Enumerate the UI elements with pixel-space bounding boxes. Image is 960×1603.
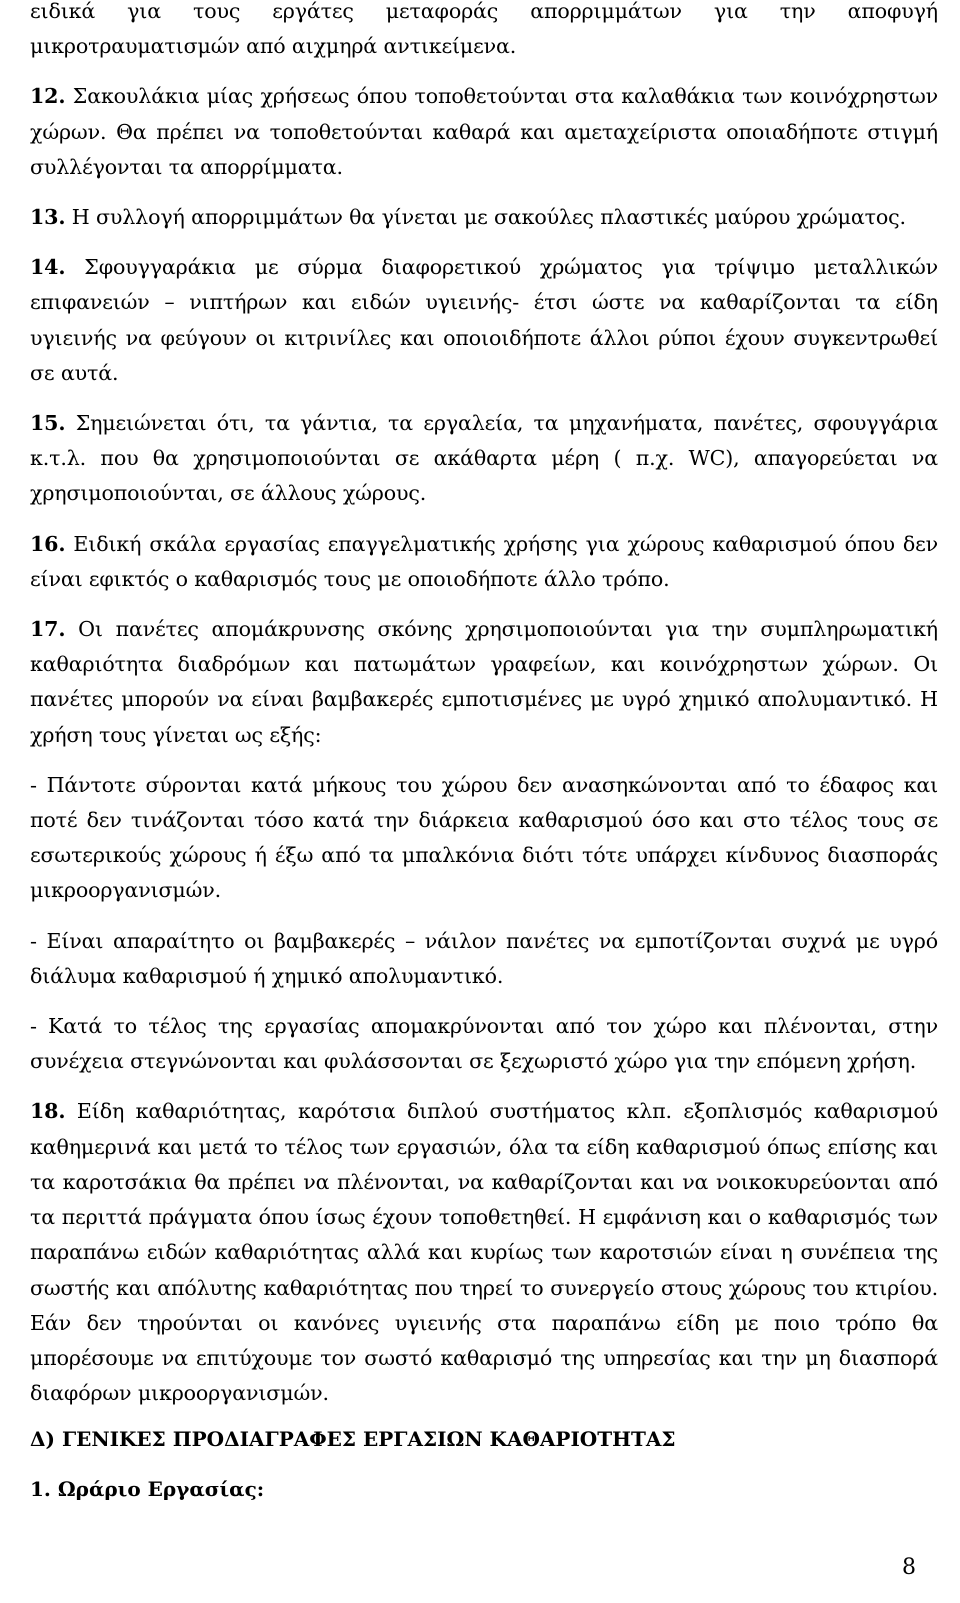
item-number: 13.	[30, 205, 66, 230]
item-text: Η συλλογή απορριμμάτων θα γίνεται με σακούλες πλαστικές μαύρου χρώματος.	[65, 205, 906, 230]
dash-item-text: - Κατά το τέλος της εργασίας απομακρύνονται από τον χώρο και πλένονται, στην συνέχεια στεγνώνονται και φυλάσσονται σε ξεχωριστό χώρο για την επόμενη χρήση.	[30, 1014, 938, 1074]
dash-item-soaking	[30, 924, 938, 994]
item-text: Σφουγγαράκια με σύρμα διαφορετικού χρώματος για τρίψιμο μεταλλικών επιφανειών – νιπτήρων και ειδών υγιεινής- έτσι ώστε να καθαρίζονται τα είδη υγιεινής να φεύγουν οι κιτρινίλες και οποιοιδήποτε άλλοι ρύποι έχουν συγκεντρωθεί σε αυτά.	[30, 255, 938, 385]
list-item-12	[30, 79, 938, 185]
list-item-14	[30, 250, 938, 391]
dash-item-dragging	[30, 768, 938, 909]
item-number: 17.	[30, 617, 66, 642]
paragraph-continuation	[30, 0, 938, 64]
list-item-15	[30, 406, 938, 512]
item-text: Ειδική σκάλα εργασίας επαγγελματικής χρήσης για χώρους καθαρισμού όπου δεν είναι εφικτός ο καθαρισμός τους με οποιοδήποτε άλλο τρόπο.	[30, 531, 938, 591]
subsection-heading: 1. Ωράριο Εργασίας:	[30, 1477, 265, 1501]
item-number: 18.	[30, 1099, 66, 1124]
document-page	[30, 0, 938, 1603]
section-heading: Δ) ΓΕΝΙΚΕΣ ΠΡΟΔΙΑΓΡΑΦΕΣ ΕΡΓΑΣΙΩΝ ΚΑΘΑΡΙΟΤΗΤΑΣ	[30, 1427, 676, 1451]
page-number: 8	[902, 1555, 916, 1580]
dash-item-text: - Είναι απαραίτητο οι βαμβακερές – νάιλον πανέτες να εμποτίζονται συχνά με υγρό διάλυμα καθαρισμού ή χημικό απολυμαντικό.	[30, 928, 938, 988]
list-item-17	[30, 612, 938, 753]
item-text: Σακουλάκια μίας χρήσεως όπου τοποθετούνται στα καλαθάκια των κοινόχρηστων χώρων. Θα πρέπει να τοποθετούνται καθαρά και αμεταχείριστα οποιαδήποτε στιγμή συλλέγονται τα απορρίμματα.	[30, 84, 938, 179]
item-number: 16.	[30, 531, 66, 556]
list-item-16	[30, 527, 938, 597]
item-number: 14.	[30, 255, 66, 280]
paragraph-text: ειδικά για τους εργάτες μεταφοράς απορριμμάτων για την αποφυγή μικροτραυματισμών από αιχμηρά αντικείμενα.	[30, 0, 938, 59]
item-text: Οι πανέτες απομάκρυνσης σκόνης χρησιμοποιούνται για την συμπληρωματική καθαριότητα διαδρόμων και πατωμάτων γραφείων, και κοινόχρηστων χώρων. Οι πανέτες μπορούν να είναι βαμβακερές εμποτισμένες με υγρό χημικό απολυμαντικό. Η χρήση τους γίνεται ως εξής:	[30, 617, 938, 747]
list-item-18	[30, 1094, 938, 1411]
list-item-13	[30, 200, 938, 235]
item-number: 12.	[30, 84, 66, 109]
item-text: Είδη καθαριότητας, καρότσια διπλού συστήματος κλπ. εξοπλισμός καθαρισμού καθημερινά και μετά το τέλος των εργασιών, όλα τα είδη καθαρισμού όπως επίσης και τα καροτσάκια θα πρέπει να πλένονται, να καθαρίζονται και να νοικοκυρεύονται από τα περιττά πράγματα όπου ίσως έχουν τοποθετηθεί. Η εμφάνιση και ο καθαρισμός των παραπάνω ειδών καθαριότητας αλλά και κυρίως των καροτσιών είναι η συνέπεια της σωστής και απόλυτης καθαριότητας που τηρεί το συνεργείο στους χώρους του κτιρίου. Εάν δεν τηρούνται οι κανόνες υγιεινής στα παραπάνω είδη με ποιο τρόπο θα μπορέσουμε να επιτύχουμε τον σωστό καθαρισμό της υπηρεσίας και την μη διασπορά διαφόρων μικροοργανισμών.	[30, 1099, 938, 1406]
item-text: Σημειώνεται ότι, τα γάντια, τα εργαλεία, τα μηχανήματα, πανέτες, σφουγγάρια κ.τ.λ. που θα χρησιμοποιούνται σε ακάθαρτα μέρη ( π.χ. WC), απαγορεύεται να χρησιμοποιούνται, σε άλλους χώρους.	[30, 411, 938, 506]
dash-item-text: - Πάντοτε σύρονται κατά μήκους του χώρου δεν ανασηκώνονται από το έδαφος και ποτέ δεν τινάζονται τόσο κατά την διάρκεια καθαρισμού όσο και στο τέλος τους σε εσωτερικούς χώρους ή έξω από τα μπαλκόνια διότι τότε υπάρχει κίνδυνος διασποράς μικροοργανισμών.	[30, 772, 938, 903]
dash-item-washing	[30, 1009, 938, 1079]
item-number: 15.	[30, 411, 66, 436]
